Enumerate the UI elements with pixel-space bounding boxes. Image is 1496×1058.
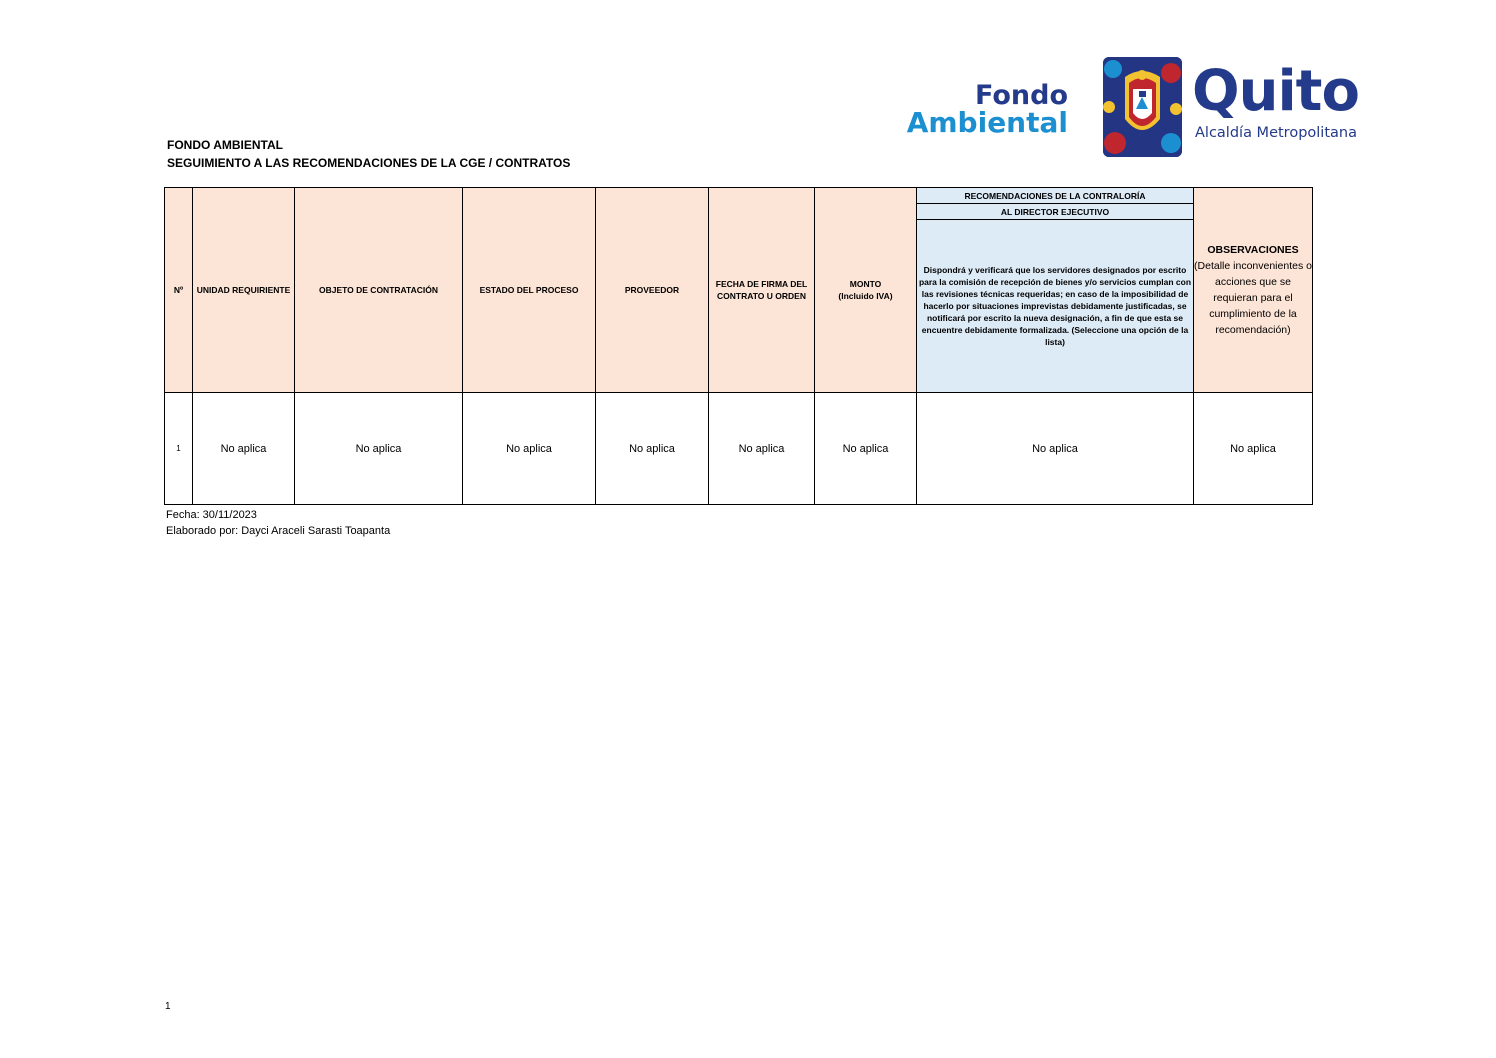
logo-alcaldia-subtitle: Alcaldía Metropolitana	[1195, 125, 1357, 141]
header-recomendaciones-group: RECOMENDACIONES DE LA CONTRALORÍA	[917, 188, 1194, 204]
row-estado: No aplica	[463, 393, 596, 505]
table-row	[165, 393, 1313, 505]
header-objeto: OBJETO DE CONTRATACIÓN	[295, 188, 463, 393]
document-subtitle: SEGUIMIENTO A LAS RECOMENDACIONES DE LA CGE / CONTRATOS	[167, 156, 571, 170]
row-fecha: No aplica	[709, 393, 815, 505]
row-observaciones: No aplica	[1194, 393, 1313, 505]
quito-coat-of-arms-icon	[1103, 57, 1182, 157]
header-observaciones-detail: (Detalle inconvenientes o acciones que se requieran para el cumplimiento de la recomendación)	[1194, 260, 1312, 336]
header-fecha: FECHA DE FIRMA DEL CONTRATO U ORDEN	[709, 188, 815, 393]
header-monto	[815, 188, 917, 393]
header-observaciones-title: OBSERVACIONES	[1207, 244, 1299, 256]
footer-elaborado: Elaborado por: Dayci Araceli Sarasti Toapanta	[166, 525, 391, 537]
header-recomendaciones-sub: AL DIRECTOR EJECUTIVO	[917, 204, 1194, 220]
header-unidad: UNIDAD REQUIRIENTE	[193, 188, 295, 393]
row-proveedor: No aplica	[596, 393, 709, 505]
quito-logo	[1192, 60, 1392, 142]
logo-ambiental-word: Ambiental	[906, 106, 1068, 139]
row-unidad: No aplica	[193, 393, 295, 505]
row-recomendacion: No aplica	[917, 393, 1194, 505]
row-monto: No aplica	[815, 393, 917, 505]
row-num: 1	[165, 393, 193, 505]
header-num: Nº	[165, 188, 193, 393]
header-recomendacion-text: Dispondrá y verificará que los servidores designados por escrito para la comisión de recepción de bienes y/o servicios cumplan con las revisiones técnicas requeridas; en caso de la imposibilidad de hacerlo por situaciones imprevistas debidamente justificadas, se notificará por escrito la nueva designación, a fin de que esta se encuentre debidamente formalizada. (Seleccione una opción de la lista)	[917, 220, 1194, 393]
header-proveedor: PROVEEDOR	[596, 188, 709, 393]
logo-quito-word: Quito	[1192, 59, 1359, 124]
document-title: FONDO AMBIENTAL	[167, 138, 283, 152]
header-monto-sub: (Incluido IVA)	[838, 291, 893, 301]
logo-fondo-word: Fondo	[975, 80, 1068, 111]
tracking-table	[164, 187, 1313, 505]
fondo-ambiental-logo	[896, 80, 1068, 139]
footer-fecha: Fecha: 30/11/2023	[166, 509, 257, 521]
page-number: 1	[165, 1001, 171, 1012]
row-objeto: No aplica	[295, 393, 463, 505]
header-observaciones	[1194, 188, 1313, 393]
header-estado: ESTADO DEL PROCESO	[463, 188, 596, 393]
header-monto-label: MONTO	[849, 279, 882, 289]
